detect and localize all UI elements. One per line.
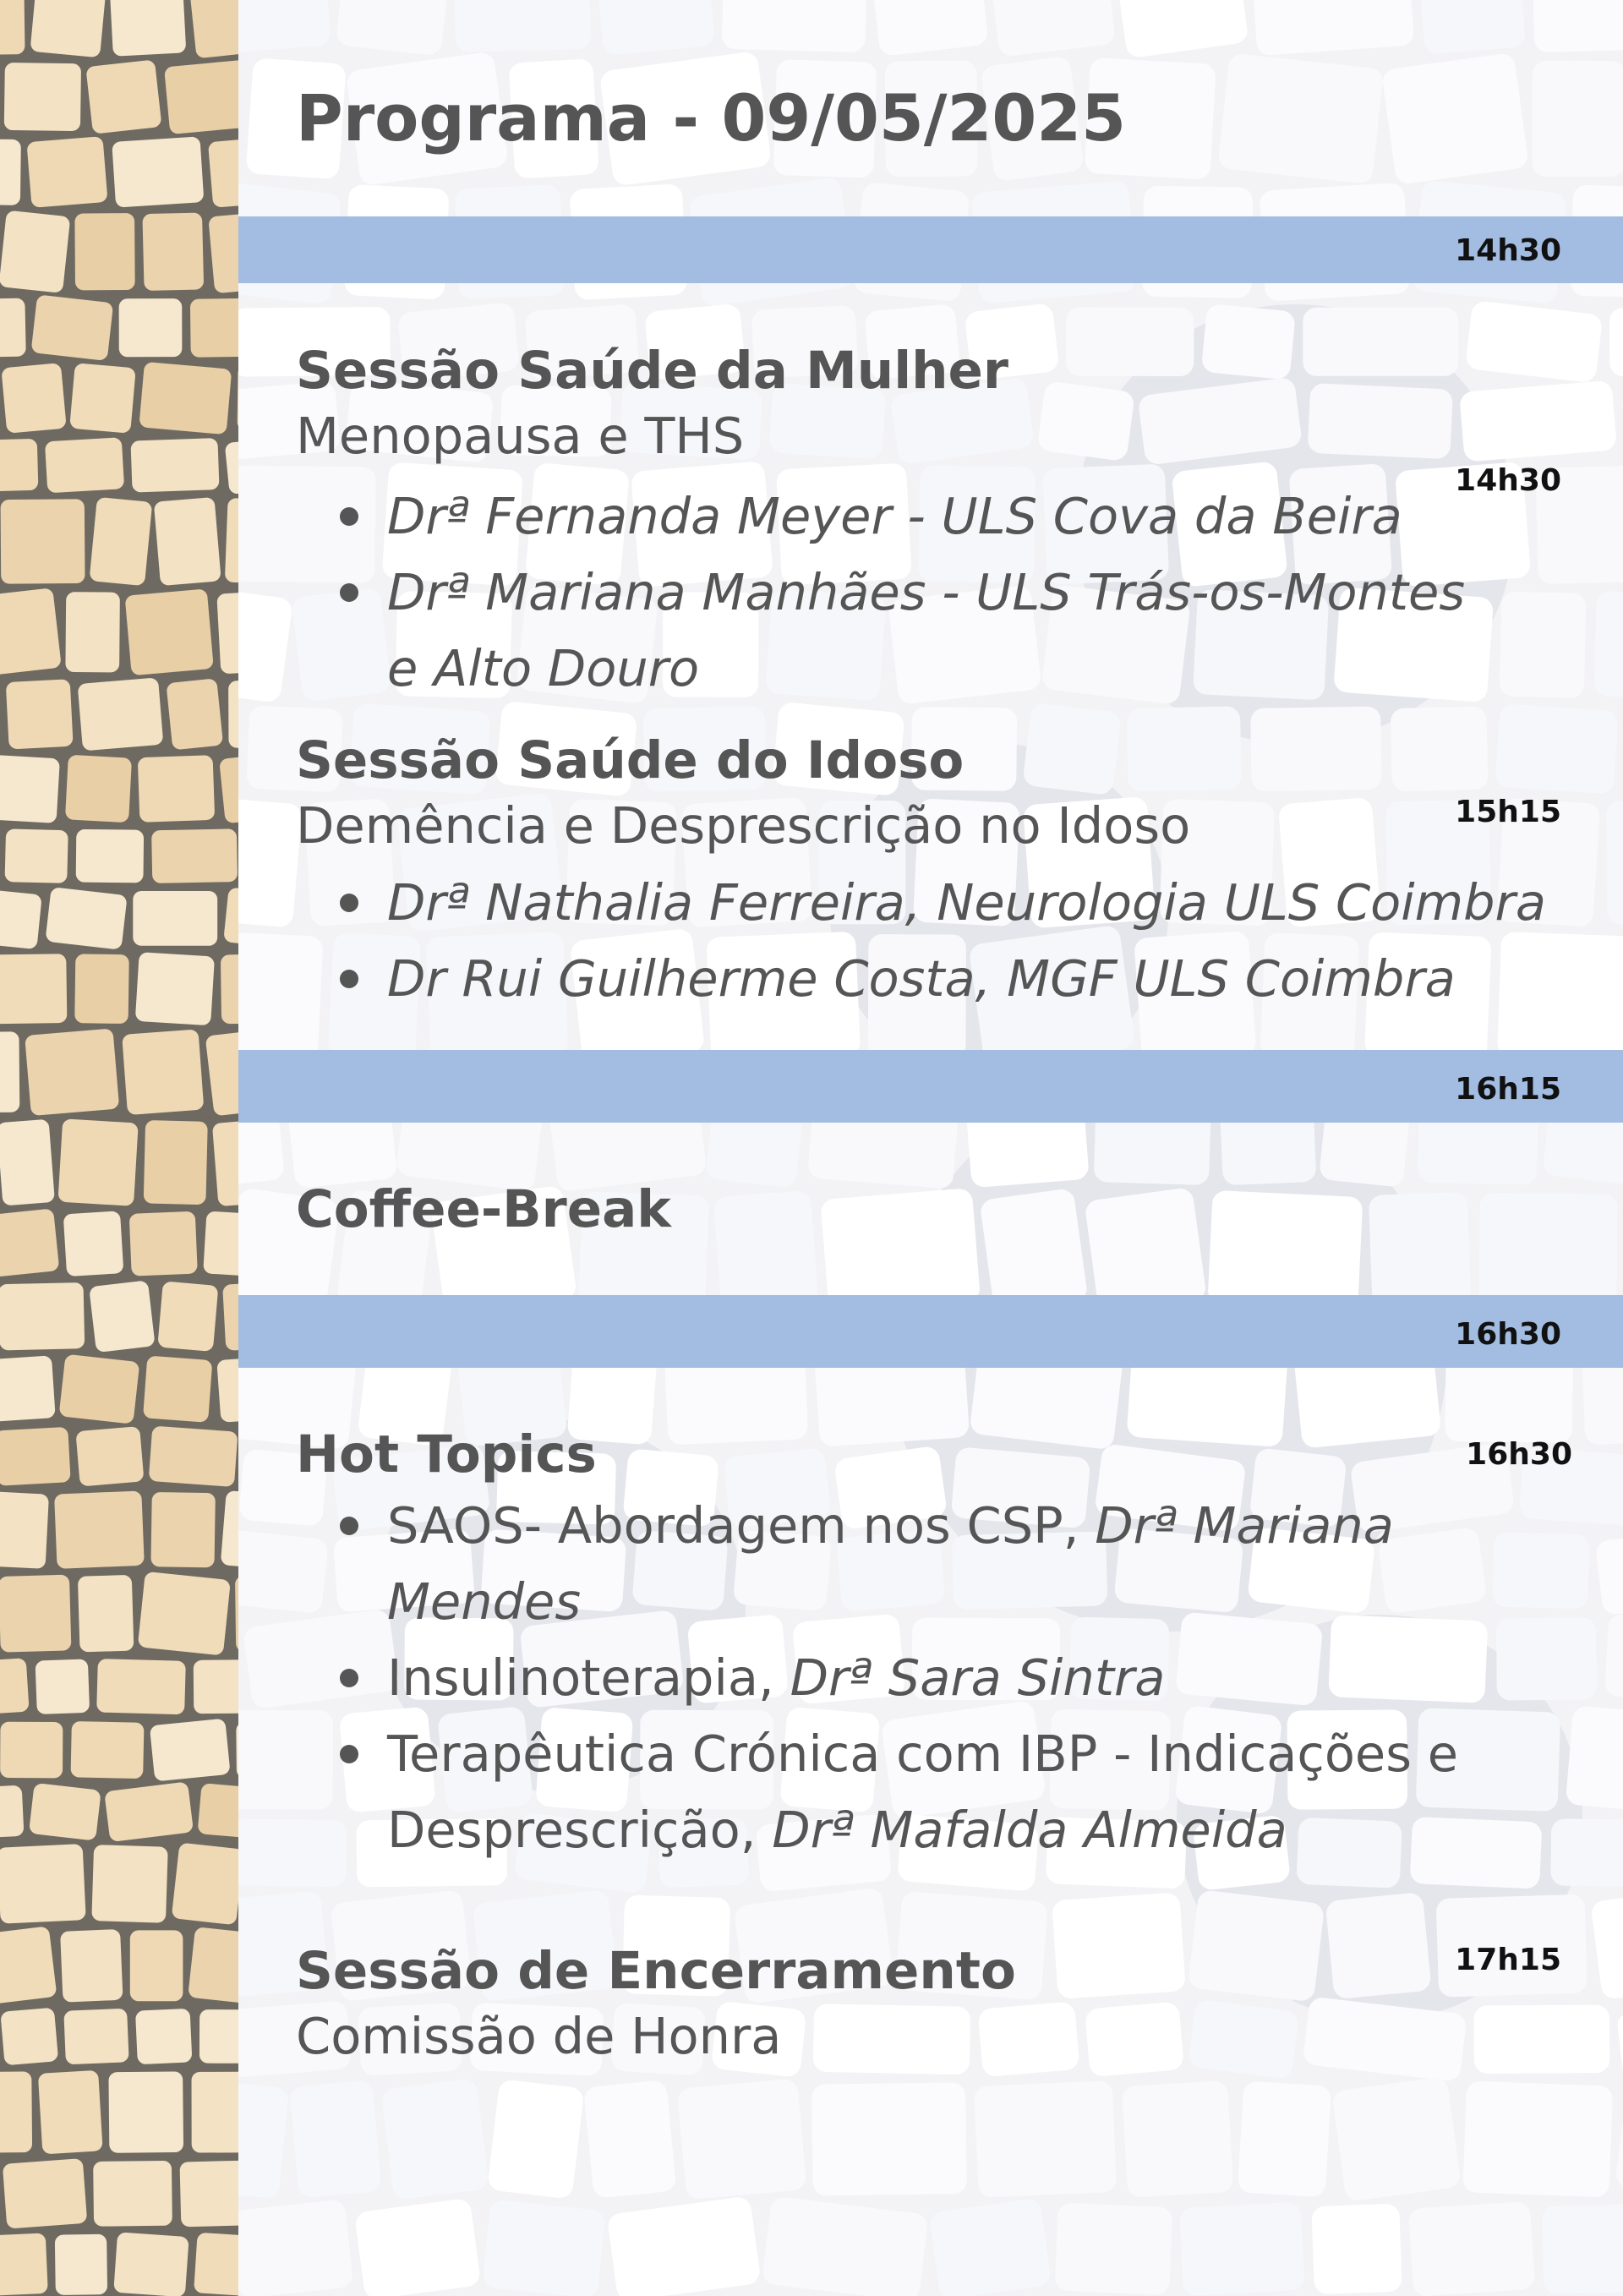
band-time: 14h30 xyxy=(1455,233,1561,268)
topic-list xyxy=(296,1488,1547,1868)
list-item xyxy=(296,1640,1547,1716)
bullet-icon xyxy=(340,894,358,912)
band-time: 16h30 xyxy=(1455,1317,1561,1352)
bullet-icon xyxy=(340,970,358,988)
list-item xyxy=(296,555,1478,707)
session-title: Sessão de Encerramento xyxy=(296,1941,1016,2001)
topic-title: Insulinoterapia, xyxy=(387,1648,790,1707)
page-title: Programa - 09/05/2025 xyxy=(296,80,1127,156)
speaker-name: Drª Mariana Mendes xyxy=(387,1496,1394,1631)
time-band xyxy=(238,1295,1623,1368)
cobblestone-photo xyxy=(0,0,238,2296)
speaker-name: Drª Fernanda Meyer - ULS Cova da Beira xyxy=(387,487,1402,545)
session-title: Sessão Saúde da Mulher xyxy=(296,341,1009,401)
session-closing xyxy=(296,1938,1547,2069)
speaker-name: Drª Mafalda Almeida xyxy=(772,1801,1287,1859)
session-coffee-break xyxy=(296,1177,1547,1243)
bullet-icon xyxy=(340,507,358,526)
list-item xyxy=(296,478,1547,555)
speaker-name: Drª Nathalia Ferreira, Neurologia ULS Coimbra xyxy=(387,873,1546,932)
session-hot-topics xyxy=(296,1422,1547,1868)
session-subtitle: Menopausa e THS xyxy=(296,407,745,465)
speaker-name: Drª Mariana Manhães - ULS Trás-os-Montes e Alto Douro xyxy=(387,563,1466,697)
speaker-list xyxy=(296,478,1547,707)
time-band xyxy=(238,216,1623,283)
session-title: Hot Topics xyxy=(296,1424,597,1484)
session-title: Sessão Saúde do Idoso xyxy=(296,730,965,790)
program-page xyxy=(238,0,1623,2296)
session-title: Coffee-Break xyxy=(296,1179,671,1239)
topic-title: SAOS- Abordagem nos CSP, xyxy=(387,1496,1096,1555)
speaker-name: Dr Rui Guilherme Costa, MGF ULS Coimbra xyxy=(387,949,1456,1008)
bullet-icon xyxy=(340,1745,358,1763)
session-time: 15h15 xyxy=(1455,795,1561,829)
bullet-icon xyxy=(340,1517,358,1535)
list-item xyxy=(296,1488,1444,1640)
speaker-list xyxy=(296,865,1547,1017)
band-time: 16h15 xyxy=(1455,1072,1561,1107)
session-subtitle: Comissão de Honra xyxy=(296,2007,782,2065)
session-elderly-health xyxy=(296,728,1547,1017)
session-subtitle: Demência e Desprescrição no Idoso xyxy=(296,796,1191,855)
session-time: 16h30 xyxy=(1466,1437,1572,1472)
session-time: 17h15 xyxy=(1455,1943,1561,1977)
list-item xyxy=(296,941,1547,1017)
list-item xyxy=(296,865,1547,941)
topic-title: Terapêutica Crónica com IBP - Indicações e Desprescrição, xyxy=(387,1725,1459,1859)
session-time: 14h30 xyxy=(1455,463,1561,498)
bullet-icon xyxy=(340,1669,358,1687)
list-item xyxy=(296,1716,1486,1868)
time-band xyxy=(238,1050,1623,1123)
bullet-icon xyxy=(340,583,358,602)
session-womens-health xyxy=(296,338,1547,707)
speaker-name: Drª Sara Sintra xyxy=(790,1648,1166,1707)
